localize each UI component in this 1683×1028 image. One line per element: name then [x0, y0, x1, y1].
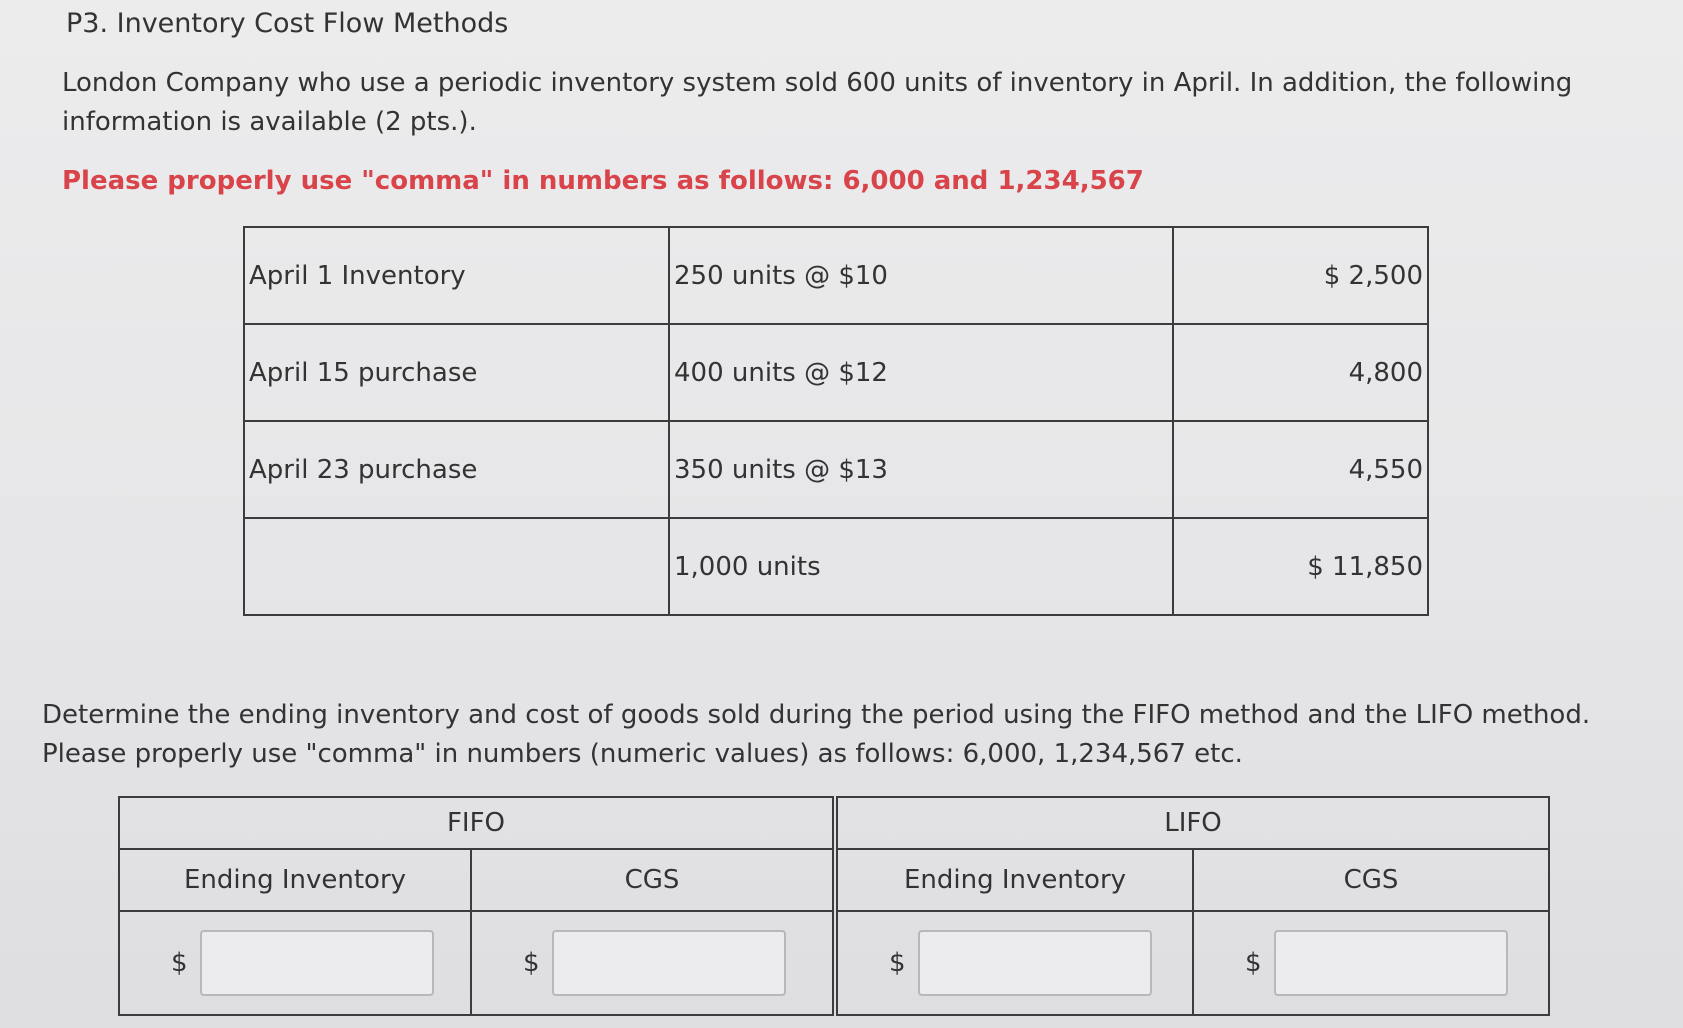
row-amount: $ 2,500 [1173, 227, 1428, 324]
dollar-sign: $ [523, 948, 540, 978]
answer-input-row [119, 911, 1549, 1015]
row-amount: 4,550 [1173, 421, 1428, 518]
question-text: Determine the ending inventory and cost of goods sold during the period using the FIFO method and the LIFO method. Please properly use "comma" in numbers (numeric values) as follows: 6,000, 1,234,567 etc. [42, 700, 1591, 769]
row-units: 250 units @ $10 [669, 227, 1173, 324]
table-row [244, 421, 1428, 518]
method-header-row [119, 797, 1549, 849]
row-units: 350 units @ $13 [669, 421, 1173, 518]
row-label [244, 518, 669, 615]
answer-table [118, 796, 1550, 1016]
total-units: 1,000 units [669, 518, 1173, 615]
inventory-table [243, 226, 1429, 616]
fifo-header: FIFO [119, 797, 835, 849]
table-row [244, 227, 1428, 324]
lifo-ending-inventory-input[interactable] [918, 930, 1152, 996]
comma-instruction-note: Please properly use "comma" in numbers as follows: 6,000 and 1,234,567 [62, 166, 1144, 196]
fifo-ending-inventory-label: Ending Inventory [119, 849, 471, 911]
lifo-cgs-input[interactable] [1274, 930, 1508, 996]
table-row [244, 324, 1428, 421]
fifo-ending-inventory-cell [119, 911, 471, 1015]
total-amount: $ 11,850 [1173, 518, 1428, 615]
fifo-cgs-cell [471, 911, 835, 1015]
lifo-header: LIFO [835, 797, 1549, 849]
problem-title: P3. Inventory Cost Flow Methods [66, 8, 509, 39]
dollar-sign: $ [889, 948, 906, 978]
dollar-sign: $ [1245, 948, 1262, 978]
row-units: 400 units @ $12 [669, 324, 1173, 421]
row-amount: 4,800 [1173, 324, 1428, 421]
row-label: April 23 purchase [244, 421, 669, 518]
lifo-cgs-label: CGS [1193, 849, 1549, 911]
dollar-sign: $ [171, 948, 188, 978]
fifo-cgs-input[interactable] [552, 930, 786, 996]
table-row-total [244, 518, 1428, 615]
row-label: April 15 purchase [244, 324, 669, 421]
lifo-cgs-cell [1193, 911, 1549, 1015]
row-label: April 1 Inventory [244, 227, 669, 324]
fifo-ending-inventory-input[interactable] [200, 930, 434, 996]
column-header-row [119, 849, 1549, 911]
lifo-ending-inventory-cell [835, 911, 1193, 1015]
problem-intro: London Company who use a periodic inventory system sold 600 units of inventory in April. In addition, the following information is available (2 pts.). [62, 68, 1573, 137]
lifo-ending-inventory-label: Ending Inventory [835, 849, 1193, 911]
fifo-cgs-label: CGS [471, 849, 835, 911]
